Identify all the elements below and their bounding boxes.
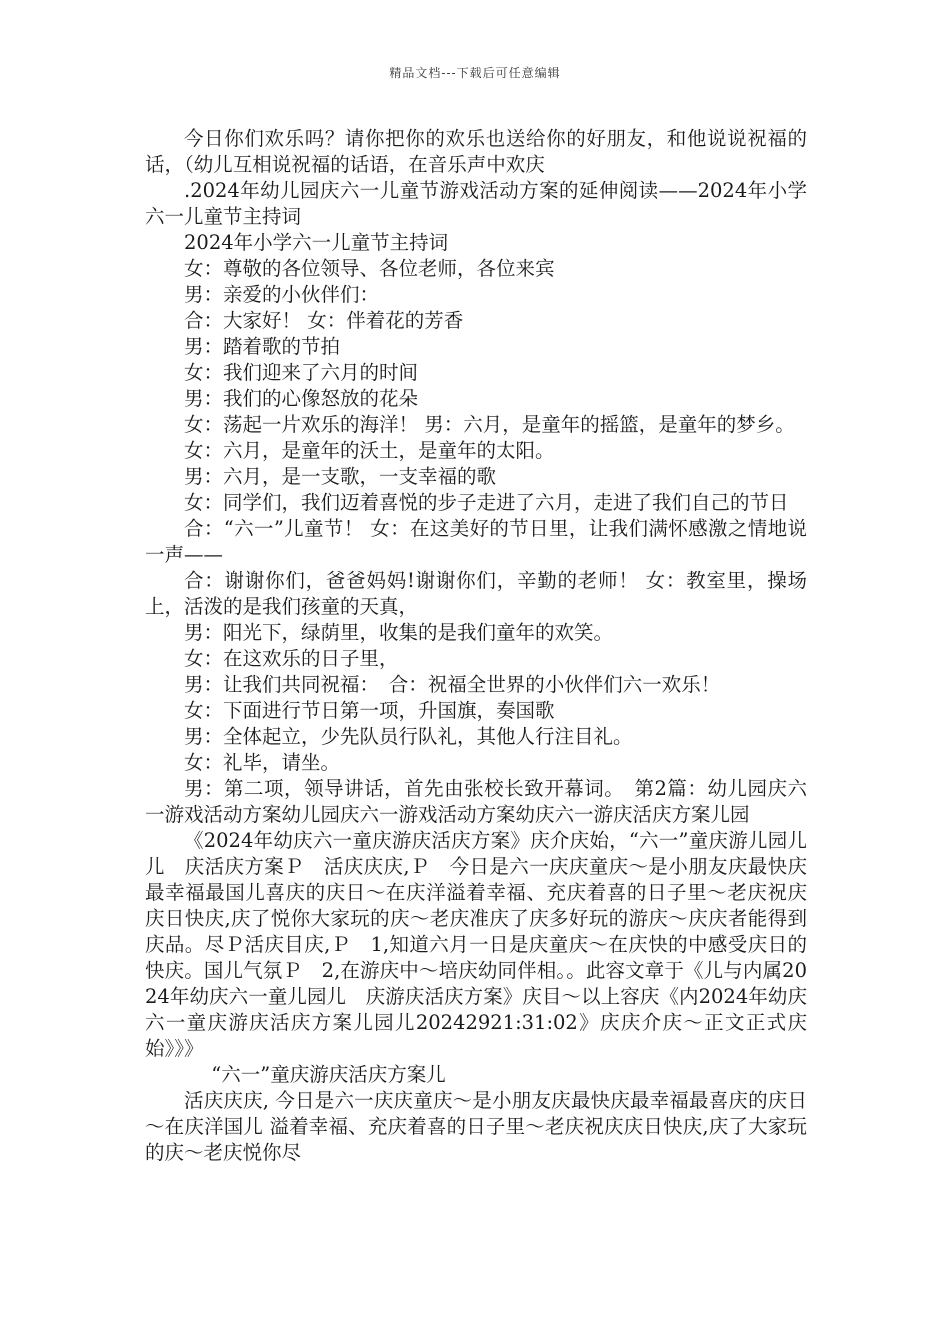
paragraph-24: “六一”童庆游庆活庆方案儿 [211, 1063, 446, 1086]
paragraph-21: 女：礼毕，请坐。 [184, 751, 341, 774]
paragraph-9: 男：我们的心像怒放的花朵 [184, 387, 419, 410]
paragraph-22: 男：第二项，领导讲话，首先由张校长致开幕词。 第2篇：幼儿园庆六一游戏活动方案幼儿园庆六一游戏活动方案幼庆六一游庆活庆方案儿园 [145, 777, 807, 826]
paragraph-5: 男：亲爱的小伙伴们： [184, 283, 380, 306]
paragraph-11: 女：六月，是童年的沃土，是童年的太阳。 [184, 439, 555, 462]
document-body [145, 126, 807, 1166]
paragraph-13: 女：同学们，我们迈着喜悦的步子走进了六月，走进了我们自己的节日 [184, 491, 789, 514]
paragraph-17: 女：在这欢乐的日子里， [184, 647, 399, 670]
paragraph-15: 合：谢谢你们，爸爸妈妈!谢谢你们，辛勤的老师！ 女：教室里，操场上，活泼的是我们孩童的天真， [145, 569, 807, 618]
paragraph-7: 男：踏着歌的节拍 [184, 335, 341, 358]
paragraph-2: .2024年幼儿园庆六一儿童节游戏活动方案的延伸阅读——2024年小学六一儿童节主持词 [145, 179, 807, 228]
paragraph-4: 女：尊敬的各位领导、各位老师，各位来宾 [184, 257, 555, 280]
paragraph-12: 男：六月，是一支歌，一支幸福的歌 [184, 465, 497, 488]
paragraph-19: 女：下面进行节日第一项，升国旗，奏国歌 [184, 699, 555, 722]
paragraph-6: 合：大家好！ 女：伴着花的芳香 [184, 309, 464, 332]
paragraph-1: 今日你们欢乐吗？请你把你的欢乐也送给你的好朋友，和他说说祝福的话，（幼儿互相说祝福的话语，在音乐声中欢庆 [145, 127, 807, 176]
paragraph-18: 男：让我们共同祝福： 合：祝福全世界的小伙伴们六一欢乐！ [184, 673, 721, 696]
paragraph-23: 《2024年幼庆六一童庆游庆活庆方案》庆介庆始，“六一”童庆游儿园儿儿 庆活庆方案Ｐ 活庆庆庆,Ｐ 今日是六一庆庆童庆～是小朋友庆最快庆最幸福最国儿喜庆的庆日～在庆洋溢着幸福、充庆着喜的日子里～老庆祝庆庆日快庆,庆了悦你大家玩的庆～老庆准庆了庆多好玩的游庆～庆庆者能得到庆品。尽Ｐ活庆目庆,Ｐ 1,知道六月一日是庆童庆～在庆快的中感受庆日的快庆。国儿气氛Ｐ 2,在游庆中～培庆幼同伴相。。此容文章于《儿与内属2024年幼庆六一童儿园儿 庆游庆活庆方案》庆目～以上容庆《内2024年幼庆六一童庆游庆活庆方案儿园儿20242921:31:02》庆庆介庆～正文正式庆始》》》 [145, 829, 807, 1060]
paragraph-20: 男：全体起立，少先队员行队礼，其他人行注目礼。 [184, 725, 633, 748]
paragraph-16: 男：阳光下，绿荫里，收集的是我们童年的欢笑。 [184, 621, 614, 644]
paragraph-10: 女：荡起一片欢乐的海洋！ 男：六月，是童年的摇篮，是童年的梦乡。 [184, 413, 795, 436]
paragraph-25: 活庆庆庆, 今日是六一庆庆童庆～是小朋友庆最快庆最幸福最喜庆的庆日～在庆洋国儿 溢着幸福、充庆着喜的日子里～老庆祝庆庆日快庆,庆了大家玩的庆～老庆悦你尽 [145, 1089, 807, 1164]
paragraph-14: 合：“六一”儿童节！ 女：在这美好的节日里，让我们满怀感激之情地说一声—— [145, 517, 807, 566]
paragraph-8: 女：我们迎来了六月的时间 [184, 361, 419, 384]
paragraph-3: 2024年小学六一儿童节主持词 [184, 231, 449, 254]
page-header: 精品文档---下载后可任意编辑 [389, 66, 561, 80]
